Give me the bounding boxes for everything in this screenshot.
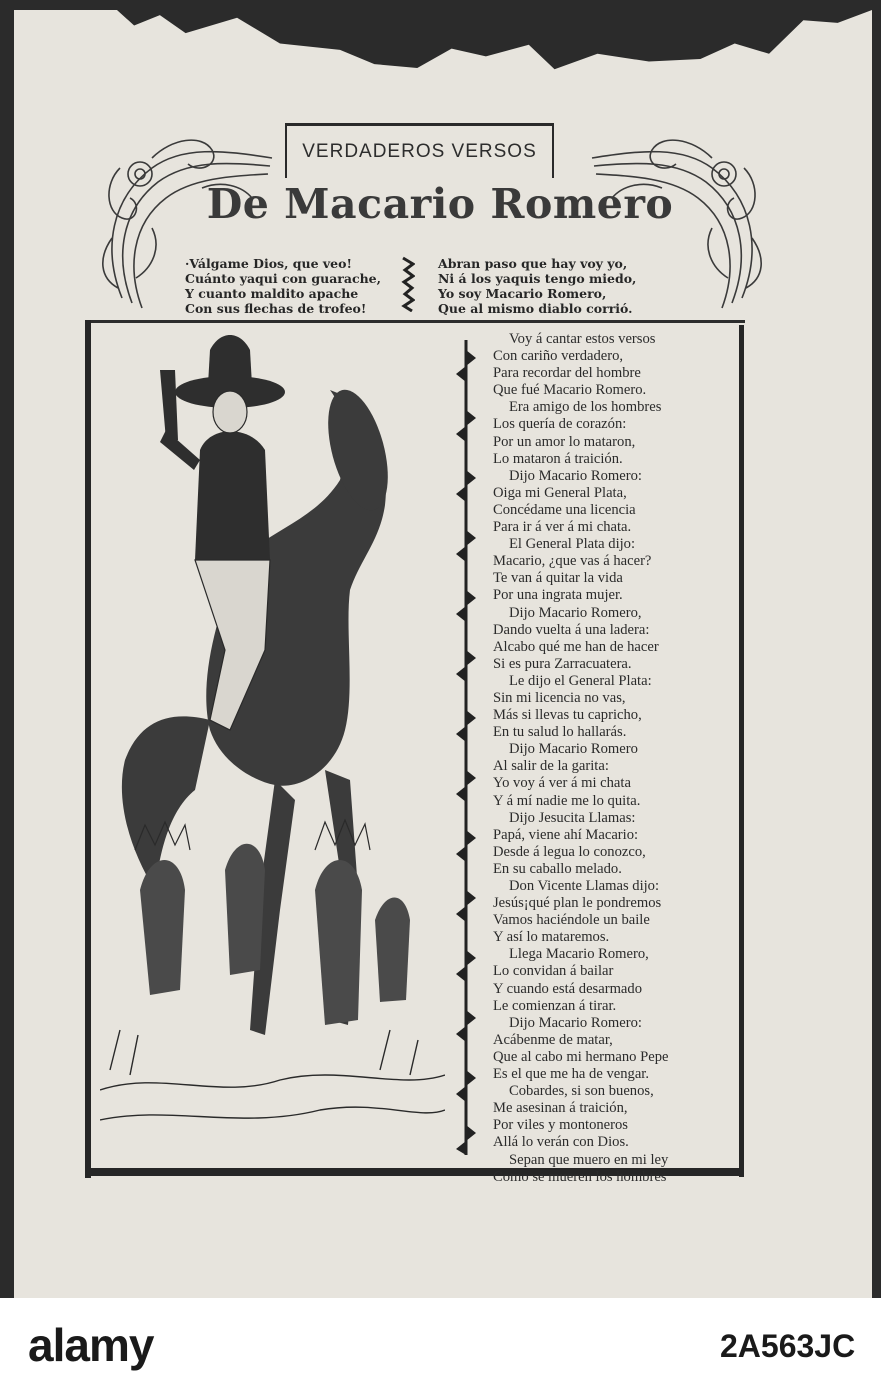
- poem-line: Por un amor lo mataron,: [493, 433, 636, 450]
- header-label-box: [285, 123, 554, 178]
- poem-line: Don Vicente Llamas dijo:: [509, 878, 660, 894]
- vine-column-ornament: [455, 340, 477, 1155]
- frame-right-rule: [739, 325, 744, 1177]
- poem-line: Sin mi licencia no vas,: [493, 689, 626, 706]
- brand-logo: alamy: [28, 1319, 154, 1371]
- page-title: De Macario Romero: [206, 180, 674, 228]
- intro-line: Y cuanto maldito apache: [185, 286, 359, 301]
- poem-line: Dijo Macario Romero,: [509, 604, 642, 621]
- poem-line: Concédame una licencia: [493, 501, 636, 518]
- poem-line: Por viles y montoneros: [493, 1117, 628, 1134]
- poem-line: Acábenme de matar,: [493, 1031, 613, 1048]
- poem-line: Para ir á ver á mi chata.: [493, 519, 632, 536]
- frame-left-rule: [85, 320, 91, 1178]
- intro-line: ·Válgame Dios, que veo!: [185, 256, 352, 271]
- poem-line: Que al cabo mi hermano Pepe: [493, 1048, 669, 1065]
- poem-line: Los quería de corazón:: [493, 416, 627, 433]
- intro-line: Con sus flechas de trofeo!: [185, 301, 367, 316]
- horseman-engraving-illustration: [100, 330, 445, 1150]
- poem-line: Sepan que muero en mi ley: [509, 1151, 669, 1168]
- poem-line: Al salir de la garita:: [493, 758, 609, 775]
- poem-line: Y cuando está desarmado: [493, 980, 642, 997]
- poem-line: Dijo Macario Romero:: [509, 467, 642, 484]
- poem-line: En tu salud lo hallarás.: [493, 724, 627, 741]
- poem-line: Dando vuelta á una ladera:: [493, 621, 650, 638]
- intro-line: Ni á los yaquis tengo miedo,: [438, 271, 637, 286]
- header-label: VERDADEROS VERSOS: [302, 141, 537, 162]
- poem-line: Allá lo verán con Dios.: [493, 1134, 629, 1151]
- poem-line: Era amigo de los hombres: [509, 399, 662, 416]
- image-id-label: 2A563JC: [720, 1328, 856, 1364]
- poem-line: Para recordar del hombre: [493, 365, 641, 382]
- poem-line: Lo mataron á traición.: [493, 450, 623, 467]
- poem-line: Le dijo el General Plata:: [509, 672, 652, 689]
- intro-stanza-right: [438, 256, 636, 316]
- poem-line: Voy á cantar estos versos: [509, 331, 656, 347]
- intro-line: Que al mismo diablo corrió.: [438, 301, 633, 316]
- poem-line: Llega Macario Romero,: [509, 946, 649, 963]
- poem-line: Más si llevas tu capricho,: [493, 707, 642, 724]
- poem-text: [493, 331, 733, 1186]
- poem-line: Te van á quitar la vida: [493, 570, 623, 587]
- frame-top-rule: [85, 320, 745, 323]
- poem-line: Le comienzan á tirar.: [493, 997, 617, 1014]
- intro-stanza-left: [185, 256, 381, 316]
- intro-line: Cuánto yaqui con guarache,: [185, 271, 381, 286]
- poem-line: Si es pura Zarracuatera.: [493, 655, 632, 672]
- poem-line: Desde á legua lo conozco,: [493, 843, 646, 860]
- poem-line: Dijo Macario Romero: [509, 741, 638, 758]
- poem-line: En su caballo melado.: [493, 860, 622, 877]
- poem-line: Por una ingrata mujer.: [493, 587, 623, 604]
- poem-line: Y á mí nadie me lo quita.: [493, 792, 641, 809]
- poem-line: Es el que me ha de vengar.: [493, 1066, 650, 1083]
- poem-line: Como se mueren los hombres: [493, 1168, 667, 1185]
- poem-line: Papá, viene ahí Macario:: [493, 826, 639, 843]
- poem-line: Lo convidan á bailar: [493, 963, 614, 980]
- poem-line: Dijo Macario Romero:: [509, 1014, 642, 1031]
- poem-line: Y así lo mataremos.: [493, 929, 610, 946]
- poem-line: Dijo Jesucita Llamas:: [509, 809, 636, 826]
- poem-line: Que fué Macario Romero.: [493, 382, 647, 399]
- poem-line: Yo voy á ver á mi chata: [493, 775, 631, 792]
- intro-line: Yo soy Macario Romero,: [438, 286, 607, 301]
- poem-line: El General Plata dijo:: [509, 536, 636, 553]
- poem-line: Me asesinan á traición,: [493, 1100, 628, 1117]
- poem-line: Macario, ¿que vas á hacer?: [493, 553, 652, 570]
- poem-line: Vamos haciéndole un baile: [493, 912, 650, 929]
- poem-line: Jesús¡qué plan le pondremos: [493, 895, 662, 912]
- poem-line: Cobardes, si son buenos,: [509, 1083, 654, 1100]
- intro-line: Abran paso que hay voy yo,: [438, 256, 628, 271]
- poem-line: Alcabo qué me han de hacer: [493, 638, 659, 655]
- stanza-divider-ornament: [401, 256, 415, 312]
- poem-line: Con cariño verdadero,: [493, 348, 624, 365]
- poem-line: Oiga mi General Plata,: [493, 484, 627, 501]
